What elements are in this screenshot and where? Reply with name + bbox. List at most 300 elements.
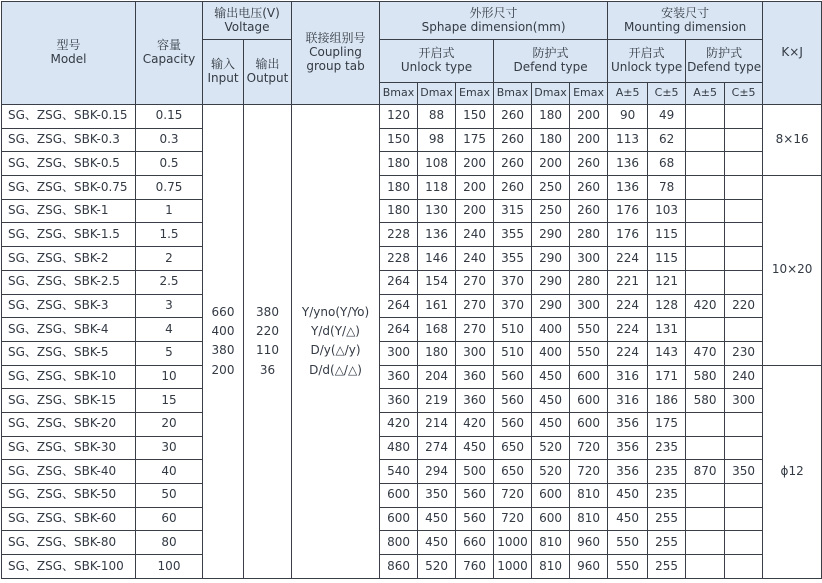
dimension-cell: 171 [648, 365, 686, 389]
model-cell: SG、ZSG、SBK-2.5 [2, 270, 136, 294]
dimension-cell [686, 128, 725, 152]
dimension-cell [725, 199, 763, 223]
model-cell: SG、ZSG、SBK-0.5 [2, 152, 136, 176]
dimension-cell: 200 [532, 152, 570, 176]
dimension-cell: 235 [648, 484, 686, 508]
dimension-cell: 224 [608, 247, 648, 271]
coupling-value: Y/yno(Y/Yo) [301, 305, 370, 319]
dimension-cell: 316 [608, 389, 648, 413]
dimension-cell: 274 [418, 436, 456, 460]
c-tolerance-header: C±5 [725, 83, 763, 105]
dimension-cell: 550 [570, 318, 608, 342]
dimension-cell: 520 [532, 436, 570, 460]
dimension-cell: 650 [494, 460, 532, 484]
model-cell: SG、ZSG、SBK-15 [2, 389, 136, 413]
dimension-cell: 290 [532, 247, 570, 271]
dimension-cell: 175 [456, 128, 494, 152]
dimension-cell: 400 [532, 341, 570, 365]
dimension-cell [686, 270, 725, 294]
dimension-cell: 720 [570, 436, 608, 460]
shape-header-en: Sphape dimension(mm) [421, 19, 566, 34]
dimension-cell [686, 555, 725, 579]
table-row [2, 484, 822, 508]
dimension-cell: 49 [648, 105, 686, 129]
model-cell: SG、ZSG、SBK-0.15 [2, 105, 136, 129]
dimension-cell: 550 [570, 341, 608, 365]
dimension-cell: 960 [570, 555, 608, 579]
dimension-cell: 660 [456, 531, 494, 555]
model-header-en: Model [50, 52, 87, 66]
dimension-cell: 480 [380, 436, 418, 460]
dimension-cell: 121 [648, 270, 686, 294]
dimension-cell: 78 [648, 176, 686, 200]
table-row [2, 318, 822, 342]
dimension-cell: 270 [456, 270, 494, 294]
shape-defend-en: Defend type [513, 60, 588, 74]
model-header-cn: 型号 [56, 38, 81, 53]
dimension-cell [686, 105, 725, 129]
dimension-cell: 270 [456, 294, 494, 318]
dimension-cell: 356 [608, 412, 648, 436]
dimension-cell: 600 [570, 365, 608, 389]
dimension-cell: 264 [380, 294, 418, 318]
a-tolerance-header: A±5 [608, 83, 648, 105]
input-header [203, 40, 244, 105]
dimension-cell [725, 176, 763, 200]
input-voltage-value: 660 [211, 305, 235, 319]
dimension-cell: 470 [686, 341, 725, 365]
dimension-cell [725, 128, 763, 152]
emax-header: Emax [570, 83, 608, 105]
dimension-cell [725, 247, 763, 271]
dimension-cell: 370 [494, 294, 532, 318]
dimension-cell: 221 [608, 270, 648, 294]
coupling-value: D/y(△/y) [310, 343, 361, 358]
model-header [2, 2, 136, 105]
table-row [2, 555, 822, 579]
dimension-cell: 316 [608, 365, 648, 389]
model-cell: SG、ZSG、SBK-1.5 [2, 223, 136, 247]
table-row [2, 105, 822, 129]
dimension-cell: 224 [608, 294, 648, 318]
dimension-cell: 450 [532, 365, 570, 389]
dmax-header: Dmax [532, 83, 570, 105]
dimension-cell: 810 [532, 531, 570, 555]
dimension-cell: 200 [570, 105, 608, 129]
dimension-cell [725, 412, 763, 436]
dimension-cell: 540 [380, 460, 418, 484]
dimension-cell: 150 [456, 105, 494, 129]
dimension-cell: 224 [608, 318, 648, 342]
shape-dimension-header [380, 2, 608, 40]
dimension-cell: 240 [725, 365, 763, 389]
model-cell: SG、ZSG、SBK-0.3 [2, 128, 136, 152]
mount-unlock-en: Unlock type [610, 60, 683, 74]
dimension-cell: 168 [418, 318, 456, 342]
coupling-cell [292, 105, 380, 579]
dimension-cell: 294 [418, 460, 456, 484]
coupling-header-cn: 联接组别号 [305, 31, 366, 46]
capacity-cell: 0.5 [136, 152, 203, 176]
dimension-cell: 400 [532, 318, 570, 342]
dimension-cell: 500 [456, 460, 494, 484]
capacity-cell: 1 [136, 199, 203, 223]
shape-defend-cn: 防护式 [532, 46, 569, 61]
dimension-cell: 356 [608, 436, 648, 460]
table-row [2, 507, 822, 531]
capacity-cell: 5 [136, 341, 203, 365]
dimension-cell [725, 223, 763, 247]
shape-unlock-cn: 开启式 [418, 46, 455, 61]
dimension-cell: 260 [570, 199, 608, 223]
dimension-cell: 180 [380, 152, 418, 176]
dimension-cell: 235 [648, 460, 686, 484]
dimension-cell [725, 484, 763, 508]
dimension-cell [725, 531, 763, 555]
dimension-cell: 154 [418, 270, 456, 294]
dimension-cell [686, 318, 725, 342]
capacity-cell: 60 [136, 507, 203, 531]
dimension-cell: 180 [532, 128, 570, 152]
dimension-cell: 260 [494, 176, 532, 200]
dimension-cell: 720 [494, 507, 532, 531]
table-row [2, 389, 822, 413]
input-voltage-value: 380 [211, 343, 235, 358]
dimension-cell: 450 [456, 436, 494, 460]
mounting-header-cn: 安装尺寸 [661, 5, 710, 20]
model-cell: SG、ZSG、SBK-20 [2, 412, 136, 436]
output-header-en: Output [246, 71, 289, 85]
spec-table-body [2, 105, 822, 579]
capacity-cell: 1.5 [136, 223, 203, 247]
dimension-cell: 280 [570, 270, 608, 294]
shape-header-cn: 外形尺寸 [469, 5, 518, 20]
voltage-header-en: Voltage [224, 19, 270, 34]
dimension-cell: 300 [570, 294, 608, 318]
model-cell: SG、ZSG、SBK-5 [2, 341, 136, 365]
kj-cell: 10×20 [763, 176, 822, 366]
dimension-cell: 450 [418, 507, 456, 531]
dimension-cell: 224 [608, 341, 648, 365]
model-cell: SG、ZSG、SBK-40 [2, 460, 136, 484]
dimension-cell: 720 [570, 460, 608, 484]
dimension-cell [686, 484, 725, 508]
spec-table [1, 1, 822, 579]
dimension-cell: 200 [456, 176, 494, 200]
model-cell: SG、ZSG、SBK-4 [2, 318, 136, 342]
capacity-cell: 40 [136, 460, 203, 484]
table-row [2, 412, 822, 436]
dimension-cell: 214 [418, 412, 456, 436]
dimension-cell [725, 318, 763, 342]
dimension-cell [686, 507, 725, 531]
dimension-cell: 350 [725, 460, 763, 484]
dimension-cell [725, 507, 763, 531]
dimension-cell: 176 [608, 223, 648, 247]
model-cell: SG、ZSG、SBK-60 [2, 507, 136, 531]
bmax-header: Bmax [494, 83, 532, 105]
dimension-cell: 960 [570, 531, 608, 555]
mounting-header-en: Mounting dimension [624, 19, 747, 34]
dimension-cell: 255 [648, 555, 686, 579]
dimension-cell: 180 [380, 176, 418, 200]
dimension-cell: 810 [570, 484, 608, 508]
capacity-cell: 10 [136, 365, 203, 389]
dimension-cell: 360 [380, 389, 418, 413]
model-cell: SG、ZSG、SBK-100 [2, 555, 136, 579]
model-cell: SG、ZSG、SBK-0.75 [2, 176, 136, 200]
dimension-cell: 650 [494, 436, 532, 460]
dimension-cell: 235 [648, 436, 686, 460]
dimension-cell: 240 [456, 223, 494, 247]
dimension-cell: 260 [570, 176, 608, 200]
dimension-cell: 120 [380, 105, 418, 129]
dimension-cell: 450 [418, 531, 456, 555]
dimension-cell: 600 [380, 507, 418, 531]
model-cell: SG、ZSG、SBK-80 [2, 531, 136, 555]
capacity-cell: 50 [136, 484, 203, 508]
table-row [2, 223, 822, 247]
dimension-cell: 146 [418, 247, 456, 271]
dimension-cell [725, 152, 763, 176]
dimension-cell [686, 223, 725, 247]
dimension-cell: 161 [418, 294, 456, 318]
dimension-cell: 176 [608, 199, 648, 223]
capacity-cell: 3 [136, 294, 203, 318]
dimension-cell: 264 [380, 270, 418, 294]
table-row [2, 176, 822, 200]
dimension-cell [686, 412, 725, 436]
dimension-cell [686, 176, 725, 200]
model-cell: SG、ZSG、SBK-30 [2, 436, 136, 460]
dimension-cell: 420 [686, 294, 725, 318]
dimension-cell: 420 [380, 412, 418, 436]
dimension-cell: 580 [686, 365, 725, 389]
dimension-cell [686, 531, 725, 555]
capacity-cell: 4 [136, 318, 203, 342]
model-cell: SG、ZSG、SBK-2 [2, 247, 136, 271]
kj-header: K×J [763, 2, 822, 105]
output-voltage-value: 110 [256, 343, 279, 358]
dimension-cell: 550 [608, 555, 648, 579]
mount-defend-header [686, 40, 763, 83]
dimension-cell: 115 [648, 223, 686, 247]
dimension-cell: 300 [570, 247, 608, 271]
kj-cell: ϕ12 [763, 365, 822, 578]
capacity-header [136, 2, 203, 105]
dimension-cell: 360 [456, 389, 494, 413]
voltage-header [203, 2, 292, 40]
dimension-cell: 860 [380, 555, 418, 579]
dimension-cell: 810 [570, 507, 608, 531]
dimension-cell: 360 [456, 365, 494, 389]
dimension-cell: 560 [456, 484, 494, 508]
dimension-cell: 560 [494, 365, 532, 389]
dimension-cell: 355 [494, 223, 532, 247]
dimension-cell: 113 [608, 128, 648, 152]
dimension-cell: 136 [608, 152, 648, 176]
dimension-cell: 250 [532, 176, 570, 200]
output-voltage-cell [244, 105, 292, 579]
dimension-cell: 315 [494, 199, 532, 223]
dimension-cell: 219 [418, 389, 456, 413]
model-cell: SG、ZSG、SBK-1 [2, 199, 136, 223]
dimension-cell [686, 436, 725, 460]
model-cell: SG、ZSG、SBK-10 [2, 365, 136, 389]
dimension-cell: 290 [532, 270, 570, 294]
dimension-cell: 130 [418, 199, 456, 223]
mounting-dimension-header [608, 2, 763, 40]
table-row [2, 270, 822, 294]
capacity-cell: 2.5 [136, 270, 203, 294]
dimension-cell: 180 [380, 199, 418, 223]
capacity-cell: 2 [136, 247, 203, 271]
table-row [2, 460, 822, 484]
dimension-cell [725, 105, 763, 129]
dimension-cell: 280 [570, 223, 608, 247]
dimension-cell: 1000 [494, 555, 532, 579]
dimension-cell: 68 [648, 152, 686, 176]
output-voltage-value: 220 [256, 324, 279, 339]
output-voltage-value: 380 [256, 305, 279, 319]
dimension-cell: 62 [648, 128, 686, 152]
dimension-cell: 300 [380, 341, 418, 365]
dimension-cell: 300 [725, 389, 763, 413]
table-row [2, 294, 822, 318]
dimension-cell: 870 [686, 460, 725, 484]
dimension-cell: 560 [494, 412, 532, 436]
dimension-cell [686, 152, 725, 176]
dimension-cell: 560 [494, 389, 532, 413]
dimension-cell: 720 [494, 484, 532, 508]
dimension-cell: 103 [648, 199, 686, 223]
table-row [2, 436, 822, 460]
dimension-cell: 240 [456, 247, 494, 271]
dimension-cell: 520 [532, 460, 570, 484]
coupling-header-en1: Coupling [309, 45, 362, 60]
input-header-en: Input [207, 71, 239, 85]
dimension-cell: 98 [418, 128, 456, 152]
dimension-cell: 90 [608, 105, 648, 129]
dimension-cell: 355 [494, 247, 532, 271]
input-voltage-cell [203, 105, 244, 579]
table-row [2, 531, 822, 555]
output-voltage-value: 36 [259, 362, 276, 377]
dimension-cell: 228 [380, 223, 418, 247]
dimension-cell: 510 [494, 318, 532, 342]
dimension-cell: 260 [494, 105, 532, 129]
dimension-cell: 450 [532, 389, 570, 413]
dimension-cell: 450 [608, 484, 648, 508]
coupling-value: Y/d(Y/△) [311, 324, 360, 339]
table-row [2, 341, 822, 365]
dimension-cell: 255 [648, 531, 686, 555]
table-row [2, 128, 822, 152]
dimension-cell: 1000 [494, 531, 532, 555]
dimension-cell: 220 [725, 294, 763, 318]
dimension-cell: 800 [380, 531, 418, 555]
mount-unlock-cn: 开启式 [628, 46, 665, 61]
input-voltage-value: 200 [211, 362, 235, 377]
dimension-cell: 255 [648, 507, 686, 531]
dimension-cell: 600 [380, 484, 418, 508]
capacity-cell: 100 [136, 555, 203, 579]
capacity-cell: 0.3 [136, 128, 203, 152]
dimension-cell [725, 270, 763, 294]
dimension-cell: 450 [532, 412, 570, 436]
dimension-cell: 136 [418, 223, 456, 247]
dimension-cell [725, 555, 763, 579]
dimension-cell: 810 [532, 555, 570, 579]
dimension-cell: 228 [380, 247, 418, 271]
coupling-header [292, 2, 380, 105]
dimension-cell: 118 [418, 176, 456, 200]
dimension-cell: 260 [570, 152, 608, 176]
dimension-cell: 260 [494, 128, 532, 152]
dimension-cell: 115 [648, 247, 686, 271]
mount-defend-cn: 防护式 [706, 46, 743, 61]
dimension-cell: 290 [532, 294, 570, 318]
output-header-cn: 输出 [255, 57, 280, 72]
dimension-cell: 108 [418, 152, 456, 176]
input-header-cn: 输入 [210, 57, 235, 72]
coupling-header-en2: group tab [306, 58, 365, 73]
dimension-cell: 200 [456, 199, 494, 223]
table-row [2, 152, 822, 176]
dimension-cell: 356 [608, 460, 648, 484]
capacity-cell: 0.15 [136, 105, 203, 129]
dimension-cell: 88 [418, 105, 456, 129]
voltage-header-cn: 输出电压(V) [214, 5, 280, 20]
dimension-cell: 420 [456, 412, 494, 436]
model-cell: SG、ZSG、SBK-50 [2, 484, 136, 508]
emax-header: Emax [456, 83, 494, 105]
c-tolerance-header: C±5 [648, 83, 686, 105]
dimension-cell: 200 [570, 128, 608, 152]
dimension-cell: 270 [456, 318, 494, 342]
dimension-cell: 175 [648, 412, 686, 436]
dimension-cell [725, 436, 763, 460]
dimension-cell [686, 199, 725, 223]
capacity-cell: 20 [136, 412, 203, 436]
capacity-cell: 80 [136, 531, 203, 555]
capacity-cell: 0.75 [136, 176, 203, 200]
dimension-cell: 450 [608, 507, 648, 531]
table-row [2, 199, 822, 223]
dimension-cell: 131 [648, 318, 686, 342]
table-row [2, 365, 822, 389]
dimension-cell: 560 [456, 507, 494, 531]
dimension-cell: 600 [532, 507, 570, 531]
dimension-cell: 264 [380, 318, 418, 342]
bmax-header: Bmax [380, 83, 418, 105]
capacity-header-cn: 容量 [156, 38, 181, 53]
dimension-cell: 600 [532, 484, 570, 508]
dimension-cell: 150 [380, 128, 418, 152]
capacity-cell: 15 [136, 389, 203, 413]
dimension-cell: 250 [532, 199, 570, 223]
dimension-cell: 300 [456, 341, 494, 365]
dimension-cell: 230 [725, 341, 763, 365]
dimension-cell: 370 [494, 270, 532, 294]
a-tolerance-header: A±5 [686, 83, 725, 105]
dimension-cell [686, 247, 725, 271]
dimension-cell: 143 [648, 341, 686, 365]
shape-defend-header [494, 40, 608, 83]
dimension-cell: 360 [380, 365, 418, 389]
dimension-cell: 204 [418, 365, 456, 389]
mount-unlock-header [608, 40, 686, 83]
